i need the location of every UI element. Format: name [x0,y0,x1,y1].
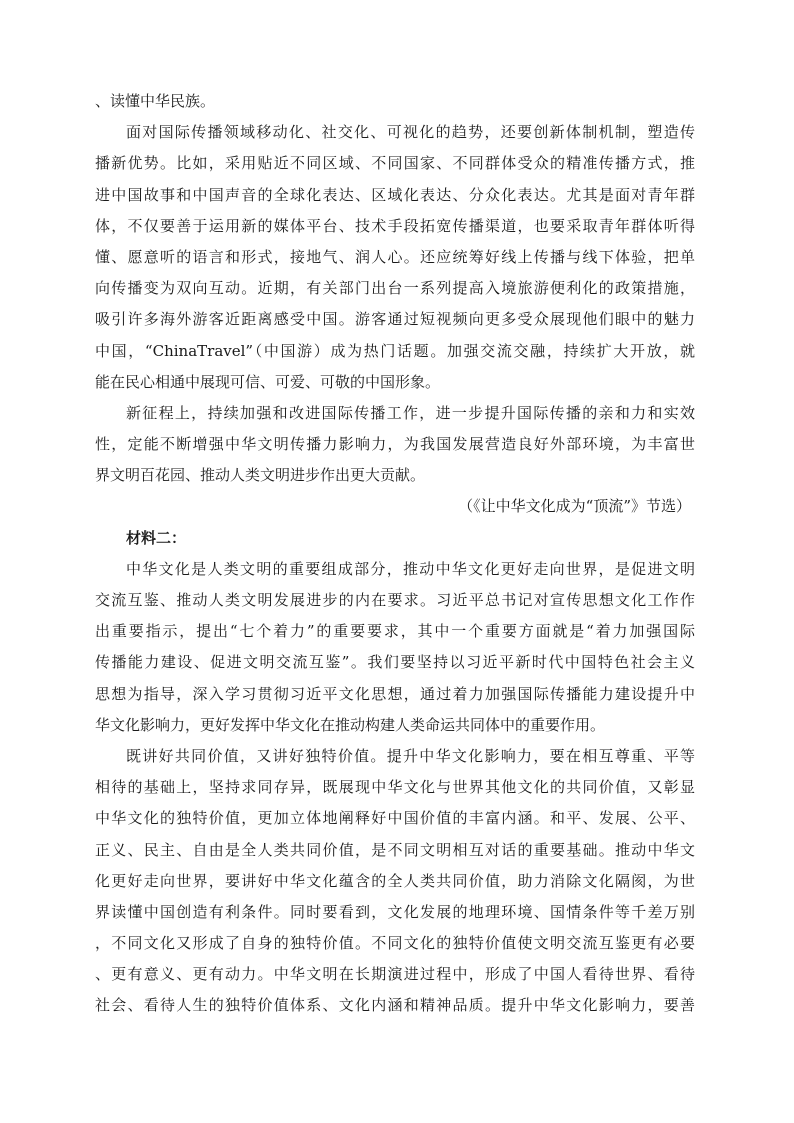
text-line: 界文明百花园、推动人类文明进步作出更大贡献。 [95,466,426,485]
text-line: 社会、看待人生的独特价值体系、文化内涵和精神品质。提升中华文化影响力，要善 [95,996,695,1015]
text-line: 既讲好共同价值，又讲好独特价值。提升中华文化影响力，要在相互尊重、平等 [126,746,695,765]
text-line: 进中国故事和中国声音的全球化表达、区域化表达、分众化表达。尤其是面对青年群 [95,185,695,204]
text-line: 播新优势。比如，采用贴近不同区域、不同国家、不同群体受众的精准传播方式，推 [95,154,695,173]
text-line: 界读懂中国创造有利条件。同时要看到，文化发展的地理环境、国情条件等千差万别 [95,902,695,921]
text-line: 体，不仅要善于运用新的媒体平台、技术手段拓宽传播渠道，也要采取青年群体听得 [95,216,695,235]
text-line: 新征程上，持续加强和改进国际传播工作，进一步提升国际传播的亲和力和实效 [126,403,695,422]
text-line: 能在民心相通中展现可信、可爱、可敬的中国形象。 [95,372,441,391]
text-line: 相待的基础上，坚持求同存异，既展现中华文化与世界其他文化的共同价值，又彰显 [95,778,695,797]
text-line: 中国，“ChinaTravel”（中国游）成为热门话题。加强交流交融，持续扩大开放，就 [95,341,695,360]
continuation-paragraph [95,86,695,117]
text-line: 向传播变为双向互动。近期，有关部门出台一系列提高入境旅游便利化的政策措施， [95,279,695,298]
text-line: 性，定能不断增强中华文明传播力影响力，为我国发展营造良好外部环境，为丰富世 [95,435,695,454]
text-line: 懂、愿意听的语言和形式，接地气、润人心。还应统筹好线上传播与线下体验，把单 [95,247,695,266]
text-line: 出重要指示，提出“七个着力”的重要要求，其中一个重要方面就是“着力加强国际 [95,622,695,641]
document-page [95,86,695,1022]
text-line: 吸引许多海外游客近距离感受中国。游客通过短视频向更多受众展现他们眼中的魅力 [95,310,695,329]
text-line: 面对国际传播领域移动化、社交化、可视化的趋势，还要创新体制机制，塑造传 [126,123,695,142]
material-two-heading: 材料二： [126,528,187,547]
text-line: 交流互鉴、推动人类文明发展进步的内在要求。习近平总书记对宣传思想文化工作作 [95,591,695,609]
text-line: 传播能力建设、促进文明交流互鉴”。我们要坚持以习近平新时代中国特色社会主义 [95,653,695,672]
text-line: 中华文化是人类文明的重要组成部分，推动中华文化更好走向世界，是促进文明 [126,559,695,578]
text-line: ，不同文化又形成了自身的独特价值。不同文化的独特价值使文明交流互鉴更有必要 [95,934,695,953]
paragraph-shared-values [95,741,695,1022]
text-line: 中华文化的独特价值，更加立体地阐释好中国价值的丰富内涵。和平、发展、公平、 [95,809,695,828]
paragraph-chinese-culture [95,554,695,741]
source-citation: （《让中华文化成为“顶流”》节选） [458,497,691,516]
text-line: 化更好走向世界，要讲好中华文化蕴含的全人类共同价值，助力消除文化隔阂，为世 [95,871,695,890]
text-line: 正义、民主、自由是全人类共同价值，是不同文明相互对话的重要基础。推动中华文 [95,840,695,859]
text-line: 思想为指导，深入学习贯彻习近平文化思想，通过着力加强国际传播能力建设提升中 [95,684,695,703]
paragraph-new-journey [95,398,695,492]
text-line: 华文化影响力，更好发挥中华文化在推动构建人类命运共同体中的重要作用。 [95,715,606,734]
paragraph-innovation [95,117,695,398]
text-line: 、更有意义、更有动力。中华文明在长期演进过程中，形成了中国人看待世界、看待 [95,965,695,984]
text-line: 、读懂中华民族。 [95,92,216,110]
